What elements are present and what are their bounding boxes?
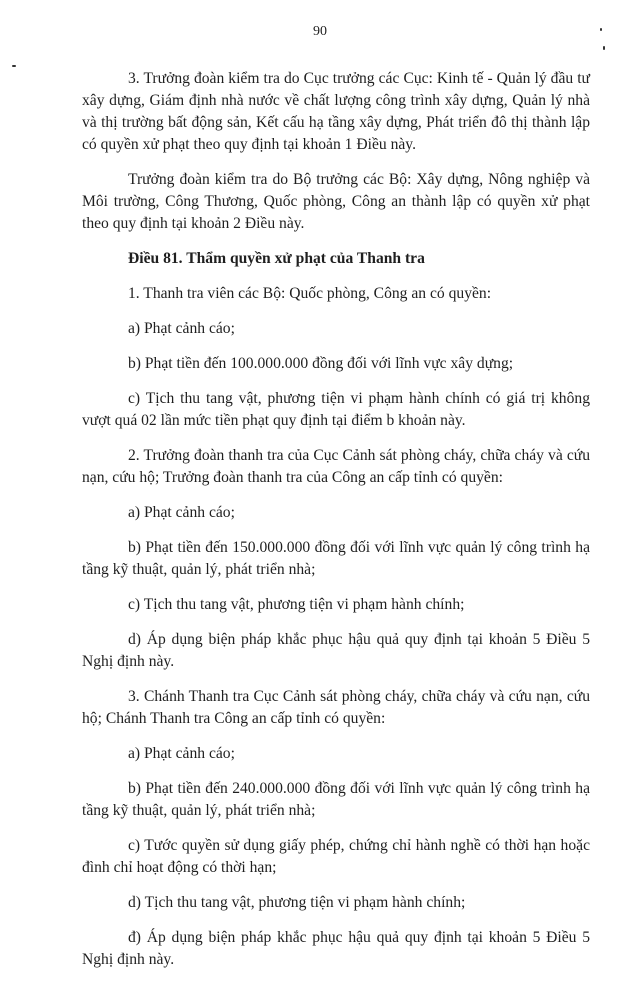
article-heading: Điều 81. Thẩm quyền xử phạt của Thanh tra — [128, 250, 425, 267]
scan-speck — [12, 65, 16, 67]
list-item-d: d) Áp dụng biện pháp khắc phục hậu quả quy định tại khoản 5 Điều 5 Nghị định này. — [82, 631, 590, 670]
document-body — [82, 68, 590, 984]
paragraph-clause-2: 2. Trưởng đoàn thanh tra của Cục Cảnh sát phòng cháy, chữa cháy và cứu nạn, cứu hộ; Trưởng đoàn thanh tra của Công an cấp tỉnh có quyền: — [82, 447, 590, 486]
list-item-b: b) Phạt tiền đến 150.000.000 đồng đối với lĩnh vực quản lý công trình hạ tầng kỹ thuật, quản lý, phát triển nhà; — [82, 539, 590, 578]
list-item-a: a) Phạt cảnh cáo; — [128, 320, 235, 337]
list-item-b: b) Phạt tiền đến 100.000.000 đồng đối với lĩnh vực xây dựng; — [128, 355, 514, 372]
paragraph-clause-3-inspection: 3. Trưởng đoàn kiểm tra do Cục trưởng các Cục: Kinh tế - Quản lý đầu tư xây dựng, Giám định nhà nước về chất lượng công trình xây dựng, Quản lý nhà và thị trường bất động sản, Kết cấu hạ tầng xây dựng, Phát triển đô thị thành lập có quyền xử phạt theo quy định tại khoản 1 Điều này. — [82, 70, 590, 153]
list-item-a: a) Phạt cảnh cáo; — [128, 504, 235, 521]
list-item-c: c) Tịch thu tang vật, phương tiện vi phạm hành chính có giá trị không vượt quá 02 lần mức tiền phạt quy định tại điểm b khoản này. — [82, 390, 590, 429]
paragraph-clause-1: 1. Thanh tra viên các Bộ: Quốc phòng, Công an có quyền: — [128, 285, 492, 302]
list-item-dd: đ) Áp dụng biện pháp khắc phục hậu quả quy định tại khoản 5 Điều 5 Nghị định này. — [82, 929, 590, 968]
list-item-d: d) Tịch thu tang vật, phương tiện vi phạm hành chính; — [128, 894, 466, 911]
paragraph-clause-3: 3. Chánh Thanh tra Cục Cảnh sát phòng cháy, chữa cháy và cứu nạn, cứu hộ; Chánh Thanh tra Công an cấp tỉnh có quyền: — [82, 688, 590, 727]
paragraph-ministry-inspection: Trưởng đoàn kiểm tra do Bộ trưởng các Bộ: Xây dựng, Nông nghiệp và Môi trường, Công Thương, Quốc phòng, Công an thành lập có quyền xử phạt theo quy định tại khoản 2 Điều này. — [82, 171, 590, 232]
page-number: 90 — [313, 24, 327, 39]
list-item-a: a) Phạt cảnh cáo; — [128, 745, 235, 762]
scan-speck — [603, 46, 605, 50]
list-item-c: c) Tước quyền sử dụng giấy phép, chứng chỉ hành nghề có thời hạn hoặc đình chỉ hoạt động có thời hạn; — [82, 837, 590, 876]
list-item-b: b) Phạt tiền đến 240.000.000 đồng đối với lĩnh vực quản lý công trình hạ tầng kỹ thuật, quản lý, phát triển nhà; — [82, 780, 590, 819]
list-item-c: c) Tịch thu tang vật, phương tiện vi phạm hành chính; — [128, 596, 465, 613]
